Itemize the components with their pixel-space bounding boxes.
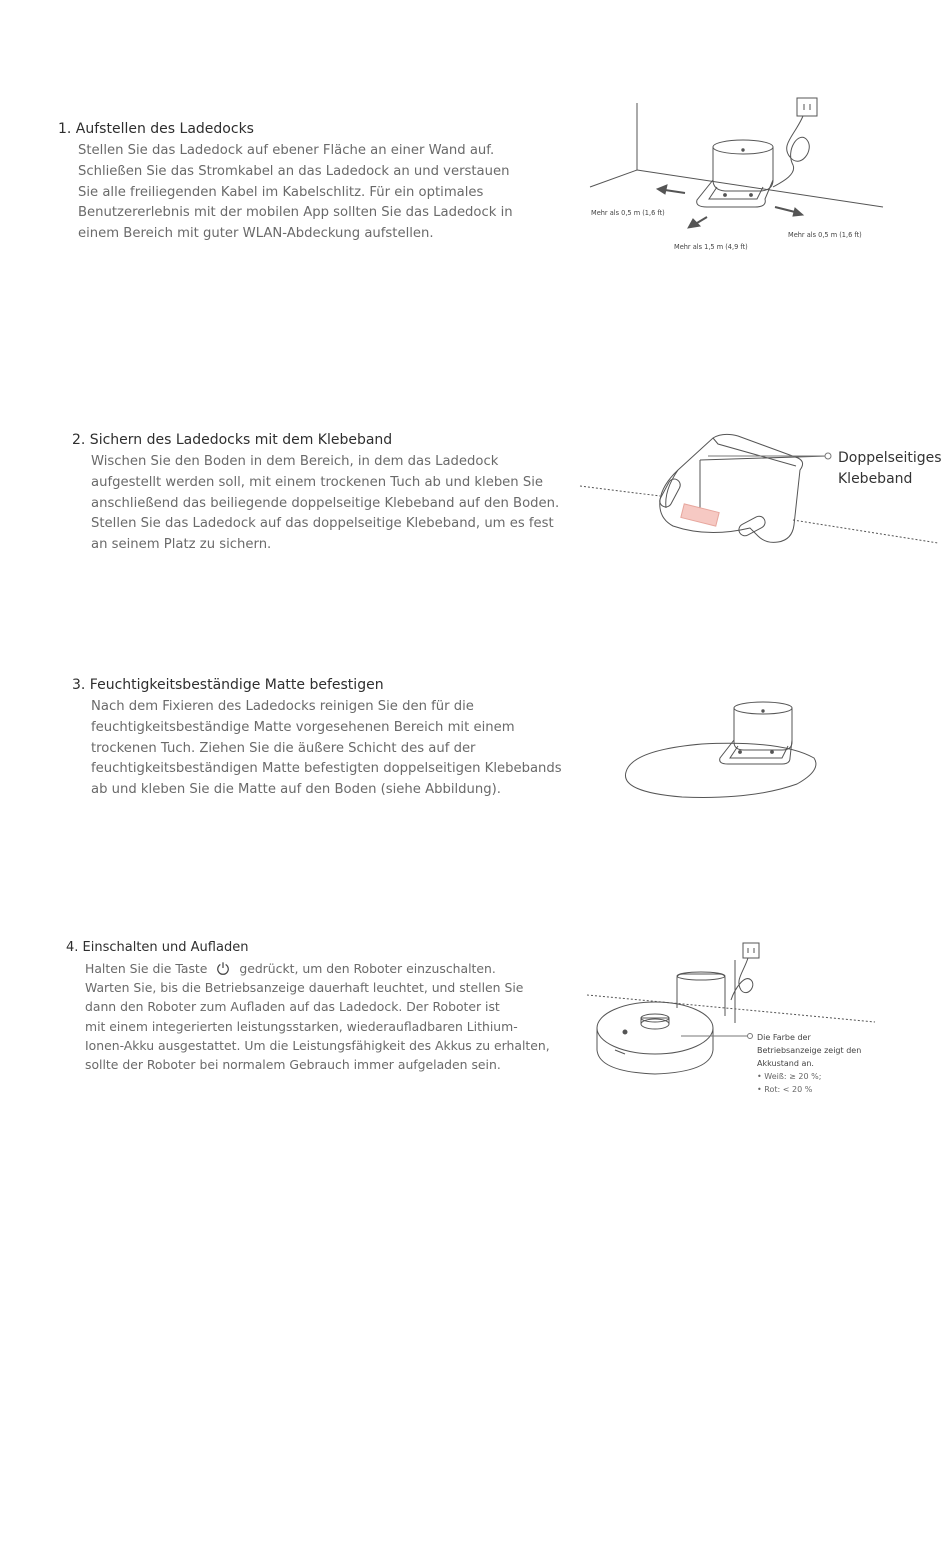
charging-dock <box>697 140 773 207</box>
step-2-line: Stellen Sie das Ladedock auf das doppelseitige Klebeband, um es fest <box>91 516 554 532</box>
step-3 <box>72 677 562 801</box>
step-4-title: 4. Einschalten und Aufladen <box>66 940 249 955</box>
wall-socket-icon <box>743 943 759 958</box>
step-1-line: Stellen Sie das Ladedock auf ebener Fläche an einer Wand auf. <box>78 143 495 158</box>
step-2-line: an seinem Platz zu sichern. <box>91 537 272 553</box>
step-3-line: ab und kleben Sie die Matte auf den Boden (siehe Abbildung). <box>91 782 501 798</box>
step-2-body <box>91 452 559 556</box>
indicator-note-line3: Akkustand an. <box>757 1059 814 1068</box>
step-4-line: Ionen-Akku ausgestattet. Um die Leistungsfähigkeit des Akkus zu erhalten, <box>85 1037 550 1053</box>
robot-charging-figure <box>585 938 885 1098</box>
step-4-line <box>85 959 550 978</box>
indicator-note-line2: Betriebsanzeige zeigt den <box>757 1046 862 1055</box>
right-clearance-label: Mehr als 0,5 m (1,6 ft) <box>788 231 862 239</box>
power-icon <box>215 961 231 975</box>
step-3-line: feuchtigkeitsbeständige Matte vorgesehenen Bereich mit einem <box>91 719 515 735</box>
step-4 <box>66 940 550 1074</box>
step-4-line: sollte der Roboter bei normalem Gebrauch immer aufgeladen sein. <box>85 1057 501 1073</box>
tape-callout-line1: Doppelseitiges <box>838 450 942 466</box>
moisture-mat <box>625 743 815 797</box>
step-3-line: trockenen Tuch. Ziehen Sie die äußere Schicht des auf der <box>91 740 476 756</box>
front-clearance-label: Mehr als 1,5 m (4,9 ft) <box>674 243 748 251</box>
step-4-line: dann den Roboter zum Aufladen auf das Ladedock. Der Roboter ist <box>85 999 500 1015</box>
step-1-line: Schließen Sie das Stromkabel an das Ladedock an und verstauen <box>78 163 510 179</box>
tape-callout-line2: Klebeband <box>838 471 913 487</box>
step-1 <box>58 121 513 245</box>
step-2-title: 2. Sichern des Ladedocks mit dem Klebeband <box>72 432 393 448</box>
indicator-note-line1: Die Farbe der <box>757 1033 811 1042</box>
dock-bottom <box>658 434 828 542</box>
step-2-line: aufgestellt werden soll, mit einem trockenen Tuch ab und kleben Sie <box>91 474 543 490</box>
charging-dock <box>677 972 725 1016</box>
indicator-bullet-white: • Weiß: ≥ 20 %; <box>757 1072 822 1081</box>
left-clearance-label: Mehr als 0,5 m (1,6 ft) <box>591 209 665 217</box>
step-4-line1-start: Halten Sie die Taste <box>85 961 208 976</box>
step-3-line: Nach dem Fixieren des Ladedocks reinigen Sie den für die <box>91 699 474 714</box>
step-4-line: Warten Sie, bis die Betriebsanzeige dauerhaft leuchtet, und stellen Sie <box>85 980 524 996</box>
step-3-line: feuchtigkeitsbeständigen Matte befestigten doppelseitigen Klebebands <box>91 761 562 777</box>
indicator-bullet-red: • Rot: < 20 % <box>757 1085 813 1094</box>
charging-dock <box>720 702 792 764</box>
step-1-line: Benutzererlebnis mit der mobilen App sollten Sie das Ladedock in <box>78 205 513 221</box>
adhesive-tape-figure <box>578 430 948 555</box>
moisture-mat-figure <box>622 700 822 800</box>
dock-placement-figure <box>585 95 895 260</box>
step-2-line: anschließend das beiliegende doppelseitige Klebeband auf den Boden. <box>91 495 560 511</box>
step-2-line: Wischen Sie den Boden in dem Bereich, in dem das Ladedock <box>91 454 499 469</box>
step-3-body <box>91 697 562 801</box>
step-4-line1-end: gedrückt, um den Roboter einzuschalten. <box>239 961 496 976</box>
step-3-title: 3. Feuchtigkeitsbeständige Matte befestigen <box>72 677 384 693</box>
step-1-line: einem Bereich mit guter WLAN-Abdeckung aufstellen. <box>78 226 434 242</box>
step-4-line: mit einem integerierten leistungsstarken, wiederaufladbaren Lithium- <box>85 1018 518 1034</box>
step-4-body <box>85 959 550 1074</box>
step-1-line: Sie alle freiliegenden Kabel im Kabelschlitz. Für ein optimales <box>78 184 484 200</box>
step-1-body <box>78 141 513 245</box>
step-1-title: 1. Aufstellen des Ladedocks <box>58 121 254 137</box>
step-2 <box>72 432 559 556</box>
wall-socket-icon <box>797 98 817 116</box>
robot-vacuum <box>597 1002 713 1074</box>
